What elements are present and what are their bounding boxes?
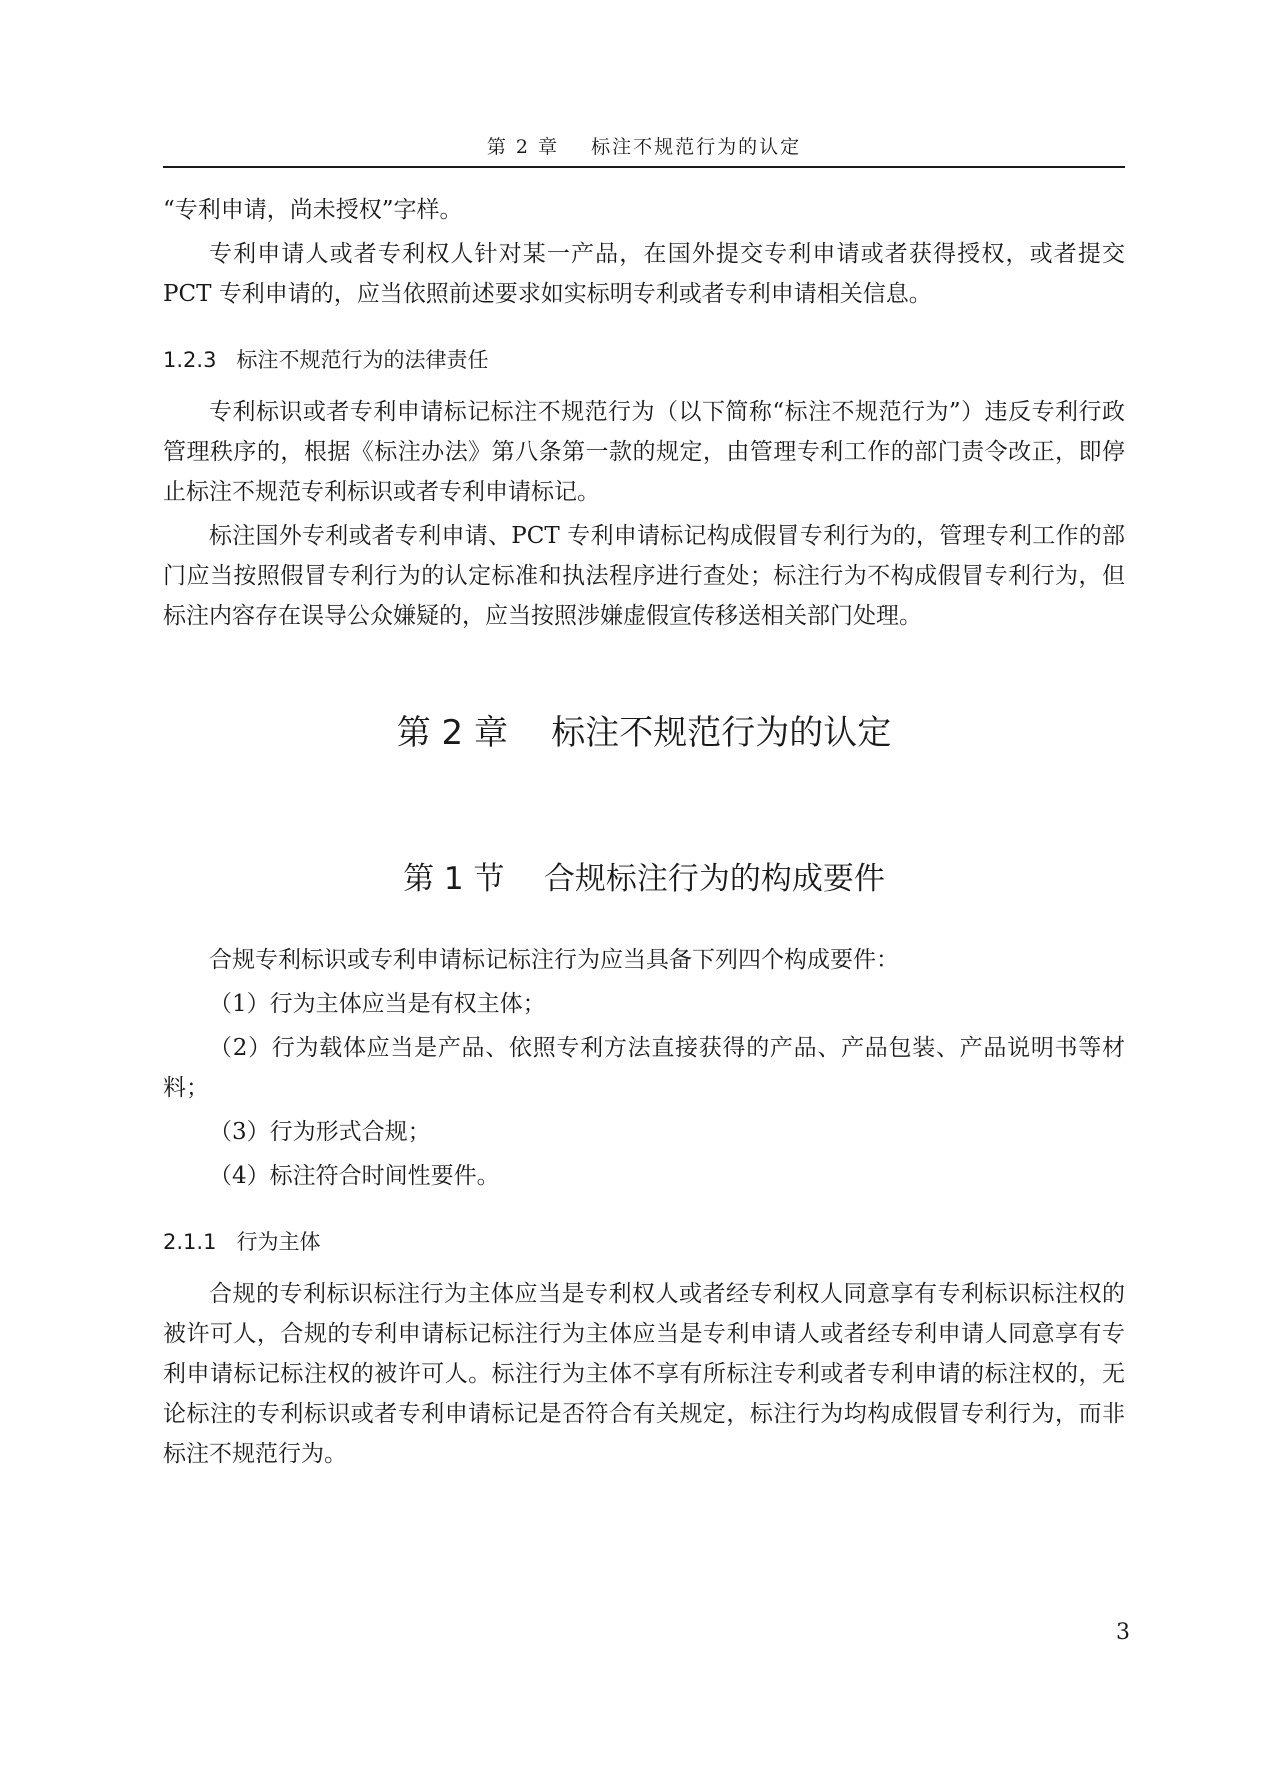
element-item-2: （2）行为载体应当是产品、依照专利方法直接获得的产品、产品包装、产品说明书等材料； bbox=[163, 1035, 1125, 1101]
chapter-title: 第 2 章 标注不规范行为的认定 bbox=[396, 713, 892, 753]
element-item-1: （1）行为主体应当是有权主体； bbox=[209, 991, 546, 1017]
paragraph-elements-intro: 合规专利标识或专利申请标记标注行为应当具备下列四个构成要件： bbox=[209, 947, 899, 973]
section-title: 第 1 节 合规标注行为的构成要件 bbox=[403, 861, 885, 897]
heading-1-2-3: 1.2.3 标注不规范行为的法律责任 bbox=[163, 348, 489, 372]
running-header: 第 2 章 标注不规范行为的认定 bbox=[486, 136, 802, 158]
paragraph-foreign-filing: 专利申请人或者专利权人针对某一产品，在国外提交专利申请或者获得授权，或者提交 PCT 专利申请的，应当依照前述要求如实标明专利或者专利申请相关信息。 bbox=[163, 241, 1125, 307]
page-number: 3 bbox=[1116, 1620, 1130, 1645]
page-body bbox=[163, 190, 1125, 1474]
element-item-3: （3）行为形式合规； bbox=[209, 1119, 431, 1145]
header-rule bbox=[163, 166, 1125, 168]
heading-2-1-1: 2.1.1 行为主体 bbox=[163, 1230, 321, 1254]
continuation-paragraph: “专利申请，尚未授权”字样。 bbox=[163, 197, 463, 223]
paragraph-liability-1: 专利标识或者专利申请标记标注不规范行为（以下简称“标注不规范行为”）违反专利行政管理秩序的，根据《标注办法》第八条第一款的规定，由管理专利工作的部门责令改正，即停止标注不规范专利标识或者专利申请标记。 bbox=[163, 399, 1125, 505]
element-item-4: （4）标注符合时间性要件。 bbox=[209, 1163, 500, 1189]
paragraph-subject: 合规的专利标识标注行为主体应当是专利权人或者经专利权人同意享有专利标识标注权的被许可人，合规的专利申请标记标注行为主体应当是专利申请人或者经专利申请人同意享有专利申请标记标注权的被许可人。标注行为主体不享有所标注专利或者专利申请的标注权的，无论标注的专利标识或者专利申请标记是否符合有关规定，标注行为均构成假冒专利行为，而非标注不规范行为。 bbox=[163, 1281, 1125, 1467]
paragraph-liability-2: 标注国外专利或者专利申请、PCT 专利申请标记构成假冒专利行为的，管理专利工作的部门应当按照假冒专利行为的认定标准和执法程序进行查处；标注行为不构成假冒专利行为，但标注内容存在误导公众嫌疑的，应当按照涉嫌虚假宣传移送相关部门处理。 bbox=[163, 523, 1125, 629]
